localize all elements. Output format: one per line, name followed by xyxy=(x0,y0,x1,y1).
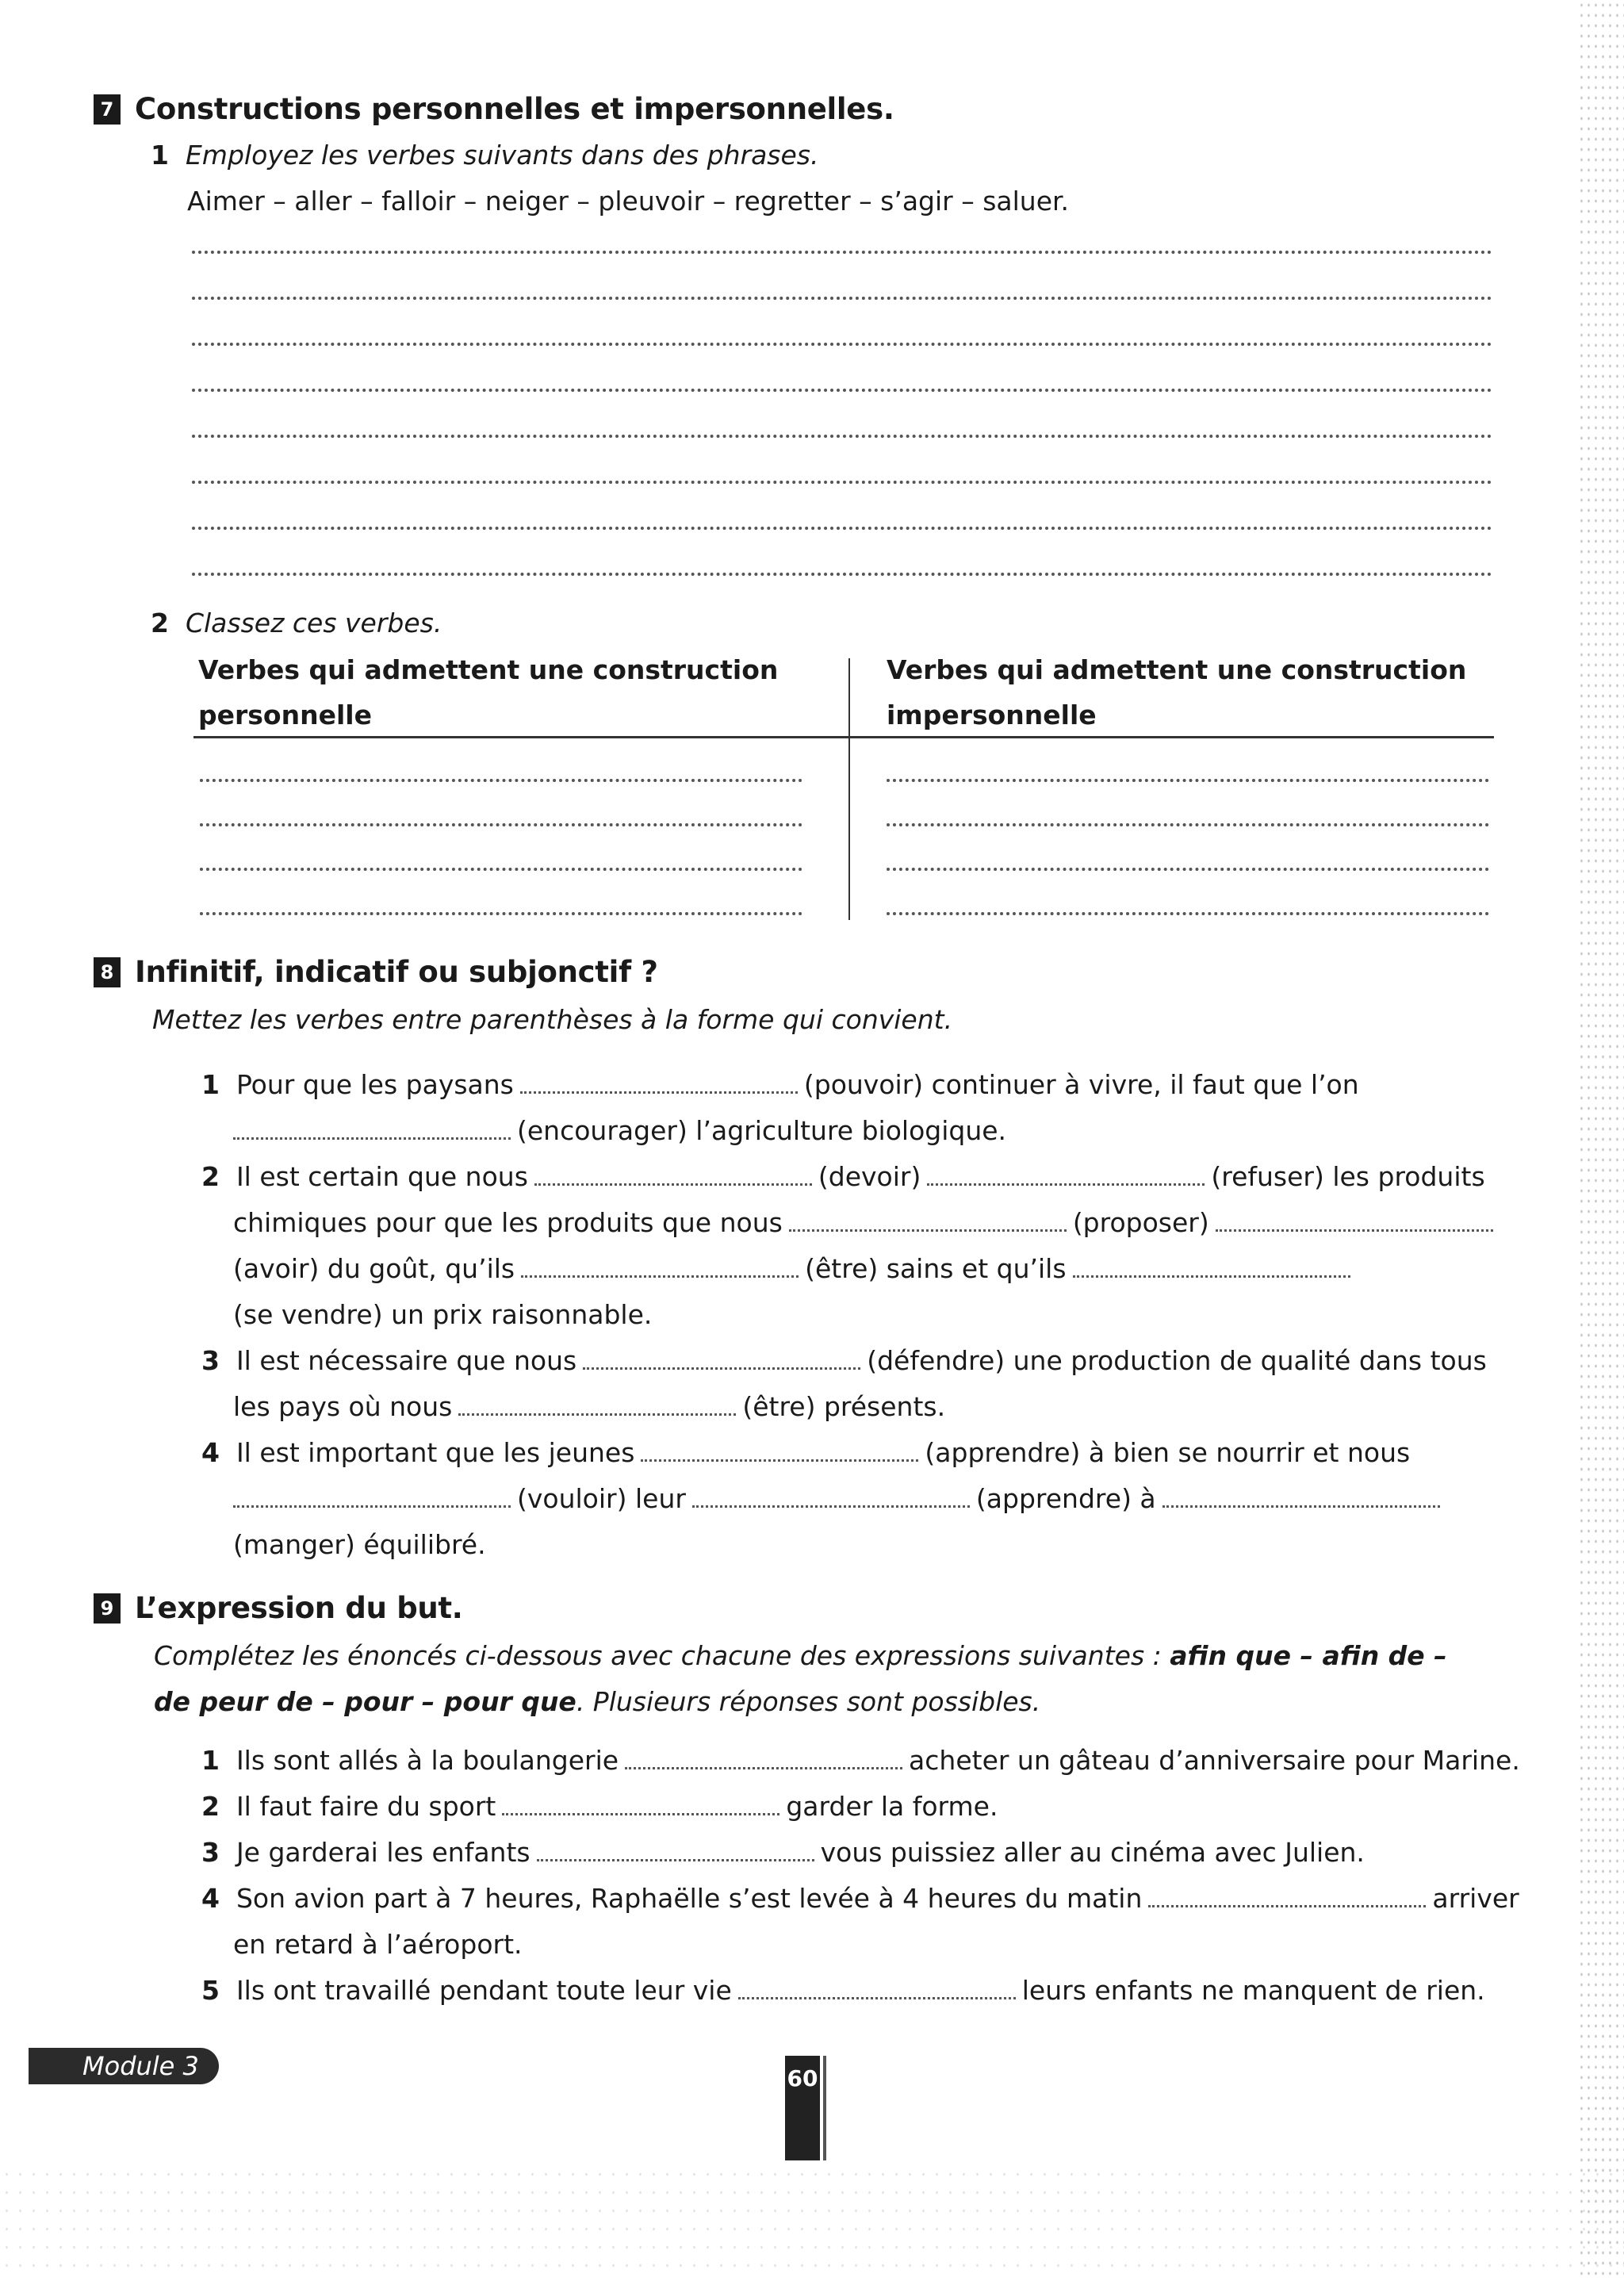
item-text: (devoir) xyxy=(818,1161,921,1192)
answer-blank[interactable] xyxy=(641,1459,918,1462)
item-text: (être) sains et qu’ils xyxy=(805,1253,1067,1284)
instruction-text: Complétez les énoncés ci-dessous avec chacune des expressions suivantes : xyxy=(154,1640,1162,1671)
item-text: Il est nécessaire que nous xyxy=(236,1345,577,1376)
expression-list: afin que – afin de – xyxy=(1170,1640,1447,1671)
item-text: (encourager) l’agriculture biologique. xyxy=(517,1115,1007,1146)
exercise-item-continued: en retard à l’aéroport. xyxy=(233,1929,523,1960)
item-text: (défendre) une production de qualité dans tous xyxy=(867,1345,1487,1376)
answer-blank[interactable] xyxy=(534,1183,812,1186)
answer-blank[interactable] xyxy=(520,1091,798,1094)
instruction-text: . Plusieurs réponses sont possibles. xyxy=(576,1686,1041,1717)
page-number-edge xyxy=(823,2056,826,2160)
answer-line[interactable] xyxy=(192,297,1492,300)
exercise-item xyxy=(201,1437,1410,1468)
item-number: 4 xyxy=(201,1883,220,1914)
item-text: (proposer) xyxy=(1072,1207,1209,1238)
answer-line[interactable] xyxy=(200,823,802,826)
header-line: personnelle xyxy=(198,700,372,730)
answer-blank[interactable] xyxy=(692,1505,970,1508)
instruction-text: Employez les verbes suivants dans des phrases. xyxy=(185,140,819,171)
item-number: 4 xyxy=(201,1437,220,1468)
table-header-rule xyxy=(193,736,1494,738)
exercise-item xyxy=(201,1069,1359,1100)
answer-blank[interactable] xyxy=(1073,1275,1350,1278)
answer-blank[interactable] xyxy=(233,1505,511,1508)
header-line: Verbes qui admettent une construction xyxy=(887,654,1467,685)
answer-blank[interactable] xyxy=(738,1997,1016,1999)
answer-line[interactable] xyxy=(192,389,1492,392)
item-text: (avoir) du goût, qu’ils xyxy=(233,1253,515,1284)
answer-blank[interactable] xyxy=(1216,1229,1493,1232)
item-text: Son avion part à 7 heures, Raphaëlle s’est levée à 4 heures du matin xyxy=(236,1883,1143,1914)
exercise-item xyxy=(201,1791,998,1822)
answer-blank[interactable] xyxy=(233,1137,511,1140)
exercise-item-continued xyxy=(233,1115,1006,1146)
section-instruction xyxy=(154,1640,1447,1671)
item-text: les pays où nous xyxy=(233,1391,453,1422)
item-text: Je garderai les enfants xyxy=(236,1837,530,1868)
item-number: 3 xyxy=(201,1345,220,1376)
answer-line[interactable] xyxy=(192,527,1492,530)
expression-list: de peur de – pour – pour que xyxy=(154,1686,576,1717)
item-text: chimiques pour que les produits que nous xyxy=(233,1207,783,1238)
item-text: garder la forme. xyxy=(786,1791,998,1822)
item-number: 2 xyxy=(201,1161,220,1192)
section-7-header xyxy=(94,92,894,126)
item-text: acheter un gâteau d’anniversaire pour Marine. xyxy=(909,1745,1520,1776)
section-8-header xyxy=(94,955,658,989)
item-text: Il est important que les jeunes xyxy=(236,1437,635,1468)
item-text: Pour que les paysans xyxy=(236,1069,514,1100)
item-text: leurs enfants ne manquent de rien. xyxy=(1021,1975,1485,2006)
page-number: 60 xyxy=(785,2056,820,2160)
answer-line[interactable] xyxy=(192,435,1492,438)
module-tab: Module 3 xyxy=(29,2048,219,2084)
item-text: Ils sont allés à la boulangerie xyxy=(236,1745,619,1776)
header-line: Verbes qui admettent une construction xyxy=(198,654,779,685)
answer-blank[interactable] xyxy=(502,1813,779,1815)
exercise-item xyxy=(201,1745,1520,1776)
exercise-item-continued xyxy=(233,1207,1500,1238)
answer-blank[interactable] xyxy=(789,1229,1067,1232)
section-9-header xyxy=(94,1591,463,1625)
section-title: Constructions personnelles et impersonnelles. xyxy=(135,92,894,126)
answer-line[interactable] xyxy=(887,779,1489,782)
answer-blank[interactable] xyxy=(583,1367,860,1370)
answer-blank[interactable] xyxy=(521,1275,799,1278)
section-number-badge: 8 xyxy=(94,957,121,987)
answer-line[interactable] xyxy=(887,912,1489,915)
question-number: 2 xyxy=(151,608,169,638)
question-number: 1 xyxy=(151,140,169,171)
item-text: (apprendre) à bien se nourrir et nous xyxy=(925,1437,1411,1468)
section-title: Infinitif, indicatif ou subjonctif ? xyxy=(135,955,658,989)
exercise-item xyxy=(201,1161,1485,1192)
exercise-item-continued xyxy=(233,1483,1446,1514)
item-text: vous puissiez aller au cinéma avec Julien. xyxy=(820,1837,1365,1868)
header-line: impersonnelle xyxy=(887,700,1097,730)
exercise-item xyxy=(201,1345,1487,1376)
question-1-instruction xyxy=(151,140,818,171)
section-number-badge: 7 xyxy=(94,94,121,125)
item-number: 5 xyxy=(201,1975,220,2006)
item-text: (vouloir) leur xyxy=(517,1483,686,1514)
item-number: 3 xyxy=(201,1837,220,1868)
item-text: (pouvoir) continuer à vivre, il faut que l’on xyxy=(803,1069,1359,1100)
item-number: 1 xyxy=(201,1745,220,1776)
question-2-instruction xyxy=(151,608,442,638)
exercise-item xyxy=(201,1883,1519,1914)
scan-noise-bottom xyxy=(0,2165,1624,2281)
item-text: Il faut faire du sport xyxy=(236,1791,496,1822)
answer-blank[interactable] xyxy=(1162,1505,1440,1508)
exercise-item-continued: (manger) équilibré. xyxy=(233,1529,486,1560)
exercise-item-continued xyxy=(233,1253,1357,1284)
table-column-divider xyxy=(848,658,850,920)
answer-line[interactable] xyxy=(200,779,802,782)
exercise-item xyxy=(201,1975,1485,2006)
scan-noise-right xyxy=(1578,0,1624,2281)
item-text: (être) présents. xyxy=(742,1391,946,1422)
answer-blank[interactable] xyxy=(625,1767,902,1769)
answer-line[interactable] xyxy=(887,868,1489,871)
exercise-item-continued xyxy=(233,1391,945,1422)
answer-blank[interactable] xyxy=(927,1183,1205,1186)
section-instruction-continued xyxy=(154,1686,1040,1717)
section-number-badge: 9 xyxy=(94,1593,121,1624)
table-header-impersonal xyxy=(887,647,1466,738)
instruction-text: Classez ces verbes. xyxy=(185,608,442,638)
item-number: 1 xyxy=(201,1069,220,1100)
item-text: (refuser) les produits xyxy=(1211,1161,1485,1192)
section-instruction: Mettez les verbes entre parenthèses à la forme qui convient. xyxy=(152,1004,953,1035)
section-title: L’expression du but. xyxy=(135,1591,463,1625)
answer-line[interactable] xyxy=(887,823,1489,826)
answer-blank[interactable] xyxy=(1148,1905,1426,1907)
item-number: 2 xyxy=(201,1791,220,1822)
table-header-personal xyxy=(198,647,778,738)
item-text: Il est certain que nous xyxy=(236,1161,528,1192)
answer-line[interactable] xyxy=(200,912,802,915)
answer-line[interactable] xyxy=(192,481,1492,484)
item-text: (apprendre) à xyxy=(975,1483,1156,1514)
answer-line[interactable] xyxy=(192,573,1492,576)
item-text: arriver xyxy=(1432,1883,1519,1914)
answer-line[interactable] xyxy=(192,251,1492,254)
answer-blank[interactable] xyxy=(537,1859,814,1861)
answer-line[interactable] xyxy=(192,343,1492,346)
item-text: Ils ont travaillé pendant toute leur vie xyxy=(236,1975,732,2006)
answer-blank[interactable] xyxy=(458,1413,736,1416)
answer-line[interactable] xyxy=(200,868,802,871)
exercise-item-continued: (se vendre) un prix raisonnable. xyxy=(233,1299,653,1330)
verb-list: Aimer – aller – falloir – neiger – pleuvoir – regretter – s’agir – saluer. xyxy=(187,186,1070,217)
exercise-item xyxy=(201,1837,1365,1868)
